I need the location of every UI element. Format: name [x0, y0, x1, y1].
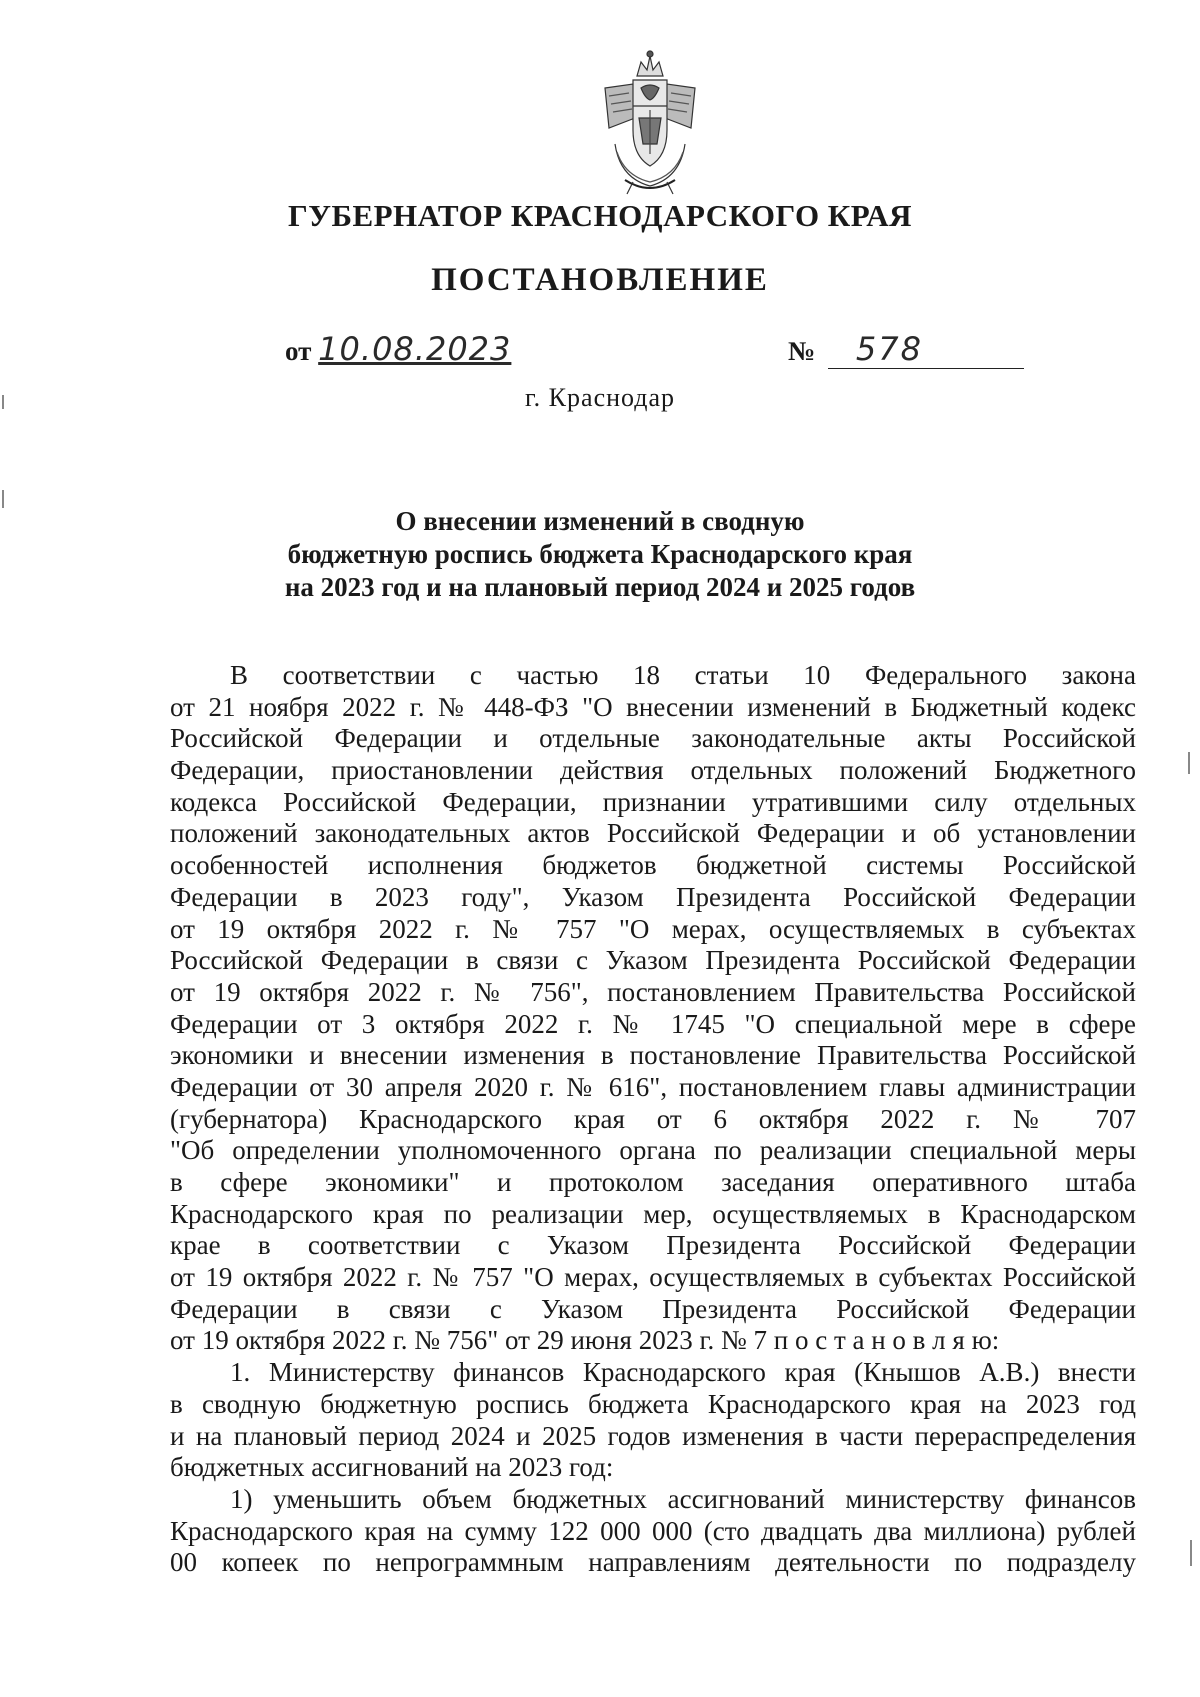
coat-of-arms-emblem — [595, 48, 705, 198]
body-line: экономики и внесении изменения в постановление Правительства Российской — [170, 1040, 1136, 1071]
document-title — [0, 505, 1200, 604]
body-line: от 19 октября 2022 г. № 756", постановлением Правительства Российской — [170, 976, 1136, 1007]
body-line: 1) уменьшить объем бюджетных ассигнований министерству финансов — [230, 1483, 1136, 1514]
body-line: В соответствии с частью 18 статьи 10 Федерального закона — [230, 660, 1136, 690]
body-line: особенностей исполнения бюджетов бюджетной системы Российской — [170, 850, 1136, 881]
body-line: Федерации от 30 апреля 2020 г. № 616", постановлением главы администрации — [170, 1071, 1136, 1102]
body-line: бюджетных ассигнований на 2023 год: — [170, 1452, 614, 1483]
city: г. Краснодар — [524, 383, 676, 412]
document-body — [170, 660, 1136, 1579]
number-underline — [828, 330, 1024, 369]
document-type: ПОСТАНОВЛЕНИЕ — [431, 262, 769, 298]
scan-artifact — [2, 395, 4, 409]
body-line: Федерации, приостановлении действия отдельных положений Бюджетного — [170, 755, 1136, 786]
date-field — [285, 330, 511, 368]
body-line: в сводную бюджетную роспись бюджета Краснодарского края на 2023 год — [170, 1388, 1136, 1419]
body-line: Краснодарского края по реализации мер, осуществляемых в Краснодарском — [170, 1198, 1136, 1229]
body-line: крае в соответствии с Указом Президента Российской Федерации — [170, 1230, 1136, 1261]
body-line: Федерации в связи с Указом Президента Российской Федерации — [170, 1293, 1136, 1324]
title-line: бюджетную роспись бюджета Краснодарского края — [287, 539, 913, 569]
body-line: Краснодарского края на сумму 122 000 000 (сто двадцать два миллиона) рублей — [170, 1515, 1136, 1546]
handwritten-date: 10.08.2023 — [318, 330, 512, 368]
body-line: положений законодательных актов Российской Федерации и об установлении — [170, 818, 1136, 849]
scan-artifact — [1190, 1540, 1192, 1566]
body-line: 00 копеек по непрограммным направлениям деятельности по подразделу — [170, 1547, 1136, 1578]
handwritten-number: 578 — [855, 330, 923, 368]
date-prefix: от — [285, 336, 312, 366]
title-line: О внесении изменений в сводную — [395, 506, 805, 536]
body-line: кодекса Российской Федерации, признании утратившими силу отдельных — [170, 786, 1136, 817]
body-line: Федерации в 2023 году", Указом Президента Российской Федерации — [170, 881, 1136, 912]
body-line: (губернатора) Краснодарского края от 6 октября 2022 г. № 707 — [170, 1103, 1136, 1134]
scan-artifact — [2, 490, 4, 508]
title-line: на 2023 год и на плановый период 2024 и 2025 годов — [284, 572, 916, 602]
body-line: Российской Федерации и отдельные законодательные акты Российской — [170, 723, 1136, 754]
number-field — [788, 330, 1024, 369]
issuing-authority: ГУБЕРНАТОР КРАСНОДАРСКОГО КРАЯ — [287, 198, 913, 233]
body-line: от 21 ноября 2022 г. № 448-ФЗ "О внесении изменений в Бюджетный кодекс — [170, 691, 1136, 722]
number-prefix: № — [788, 336, 816, 366]
body-line: и на плановый период 2024 и 2025 годов изменения в части перераспределения — [170, 1420, 1136, 1451]
body-line: от 19 октября 2022 г. № 757 "О мерах, осуществляемых в субъектах — [170, 913, 1136, 944]
body-line: "Об определении уполномоченного органа по реализации специальной меры — [170, 1135, 1136, 1166]
body-line: 1. Министерству финансов Краснодарского края (Кнышов А.В.) внести — [230, 1357, 1136, 1388]
body-line: от 19 октября 2022 г. № 756" от 29 июня 2023 г. № 7 п о с т а н о в л я ю: — [170, 1325, 1000, 1356]
scan-artifact — [1188, 752, 1190, 774]
body-line: Федерации от 3 октября 2022 г. № 1745 "О специальной мере в сфере — [170, 1008, 1136, 1039]
body-line: в сфере экономики" и протоколом заседания оперативного штаба — [170, 1167, 1136, 1197]
body-line: Российской Федерации в связи с Указом Президента Российской Федерации — [170, 945, 1136, 976]
body-line: от 19 октября 2022 г. № 757 "О мерах, осуществляемых в субъектах Российской — [170, 1262, 1136, 1293]
